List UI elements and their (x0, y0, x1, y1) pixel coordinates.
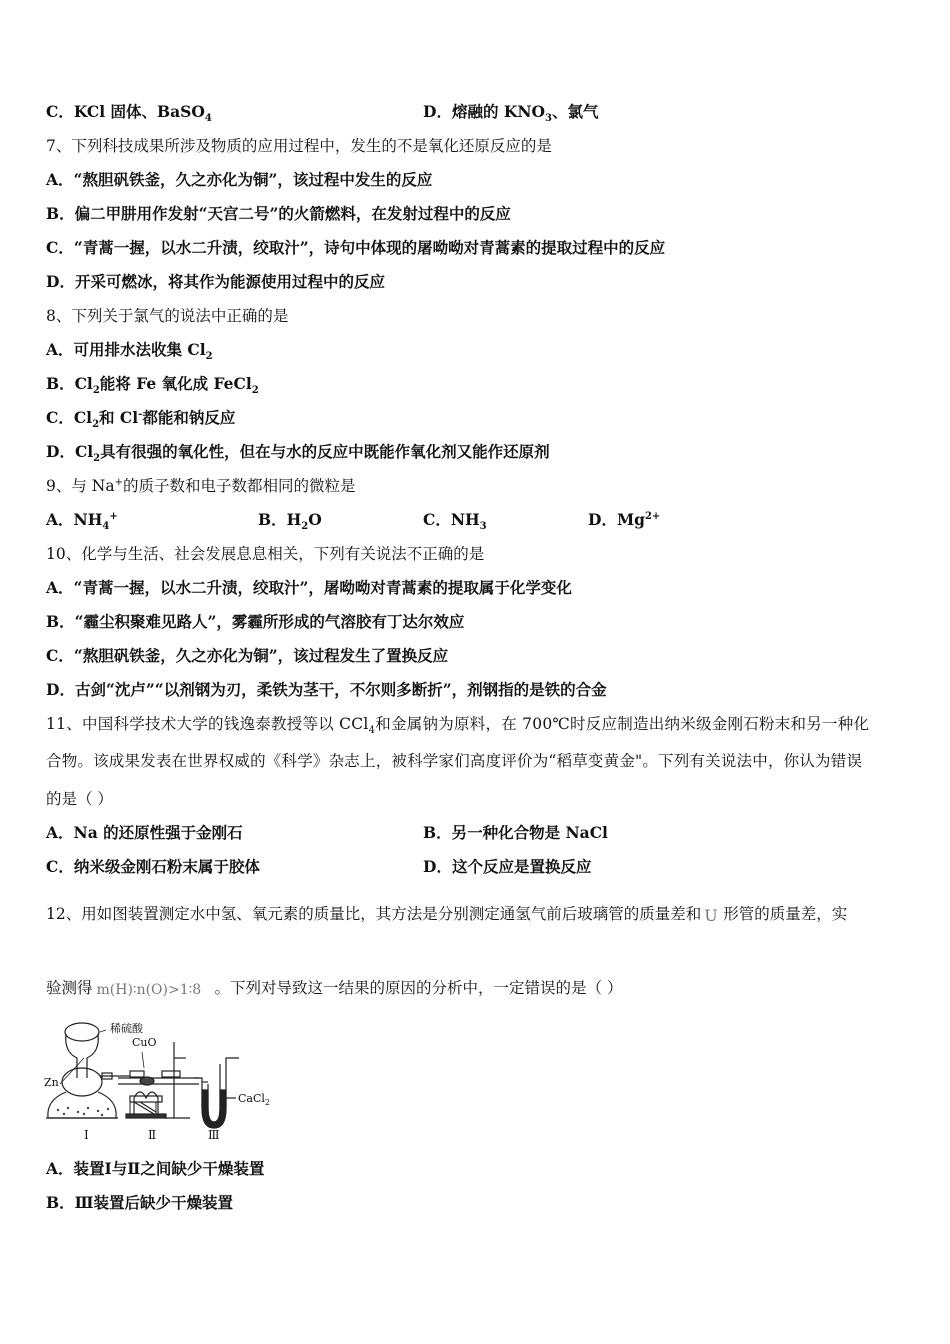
q12-stem-line2: 验测得 m(H)∶n(O)>1∶8 。下列对导致这一结果的原因的分析中，一定错误的是（ ） (46, 977, 622, 999)
q9-stem: 9、与 Na+的质子数和电子数都相同的微粒是 (46, 476, 356, 495)
q12-option-a: A．装置Ⅰ与Ⅱ之间缺少干燥装置 (46, 1159, 265, 1178)
q11-option-c: C．纳米级金刚石粉末属于胶体 (46, 857, 260, 876)
q8-stem: 8、下列关于氯气的说法中正确的是 (46, 307, 289, 325)
roman-label-3: Ⅲ (208, 1128, 220, 1142)
cuo-label: CuO (132, 1036, 157, 1049)
q7-option-b: B．偏二甲肼用作发射“天宫二号”的火箭燃料，在发射过程中的反应 (46, 204, 511, 223)
roman-label-2: Ⅱ (148, 1128, 157, 1142)
q9-option-d: D．$Mg^{2+}$ (588, 510, 661, 529)
q7-option-a: A．“熬胆矾铁釜，久之亦化为铜”，该过程中发生的反应 (46, 170, 433, 189)
q12-stem-line1: 12、用如图装置测定水中氢、氧元素的质量比，其方法是分别测定通氢气前后玻璃管的质量差和 U 形管的质量差，实 (46, 905, 848, 925)
q11-option-d: D．这个反应是置换反应 (423, 857, 592, 876)
q10-option-a: A．“青蒿一握，以水二升渍，绞取汁”，屠呦呦对青蒿素的提取属于化学变化 (46, 578, 572, 597)
zn-label: Zn (44, 1076, 59, 1089)
q12-option-b: B．Ⅲ装置后缺少干燥装置 (46, 1193, 233, 1212)
q8-option-b: B．$Cl_2$能将 Fe 氧化成 FeCl$_2$ (46, 374, 259, 397)
q9-option-a: A．$NH_4^+$ (46, 510, 118, 533)
q8-option-d: D．$Cl_2$具有很强的氧化性，但在与水的反应中既能作氧化剂又能作还原剂 (46, 442, 550, 465)
q6-option-c: C．KCl 固体、BaSO$_4$ D．熔融的 $KNO_3$、氯气 (46, 102, 599, 125)
roman-label-1: Ⅰ (84, 1128, 89, 1142)
q9-options (46, 509, 906, 531)
q11-stem-line1: 11、中国科学技术大学的钱逸泰教授等以 CCl$_4$和金属钠为原料，在 700℃时反应制造出纳米级金刚石粉末和另一种化 (46, 715, 870, 737)
q6-option-d: D．熔融的 $KNO_3$、氯气 (423, 102, 599, 125)
q9-option-c: C．$NH_3$ (423, 510, 487, 533)
q11-options-row1 (46, 822, 906, 844)
q10-option-b: B．“霾尘积聚难见路人”，雾霾所形成的气溶胶有丁达尔效应 (46, 612, 465, 631)
q7-stem: 7、下列科技成果所涉及物质的应用过程中，发生的不是氧化还原反应的是 (46, 137, 552, 155)
q11-stem-line3: 的是（ ） (46, 790, 113, 808)
apparatus-diagram (44, 1018, 284, 1148)
cacl2-label: CaCl$_2$ (238, 1092, 271, 1108)
q10-option-d: D．古剑“沈卢”“以剂钢为刃，柔铁为茎干，不尔则多断折”，剂钢指的是铁的合金 (46, 680, 607, 699)
u-tube-symbol: U (704, 906, 718, 925)
apparatus-figure (44, 1018, 284, 1152)
q9-option-b: B．$H_2O$ (258, 510, 322, 533)
q8-option-c: C．$Cl_2$和 Cl-都能和钠反应 (46, 408, 236, 431)
q7-option-d: D．开采可燃冰，将其作为能源使用过程中的反应 (46, 272, 385, 291)
ratio-formula: m(H)∶n(O)>1∶8 (96, 982, 202, 998)
q10-stem: 10、化学与生活、社会发展息息相关，下列有关说法不正确的是 (46, 545, 485, 563)
q11-stem-line2: 合物。该成果发表在世界权威的《科学》杂志上，被科学家们高度评价为“稻草变黄金"。下列有关说法中，你认为错误 (46, 752, 863, 770)
q10-option-c: C．“熬胆矾铁釜，久之亦化为铜”，该过程发生了置换反应 (46, 646, 449, 665)
q11-option-b: B．另一种化合物是 NaCl (423, 823, 608, 842)
q11-option-a: A．Na 的还原性强于金刚石 (46, 823, 243, 842)
acid-label: 稀硫酸 (110, 1022, 143, 1035)
q11-options-row2 (46, 856, 906, 878)
q7-option-c: C．“青蒿一握，以水二升渍，绞取汁”，诗句中体现的屠呦呦对青蒿素的提取过程中的反应 (46, 238, 666, 257)
q8-option-a: A．可用排水法收集 $Cl_2$ (46, 340, 213, 363)
